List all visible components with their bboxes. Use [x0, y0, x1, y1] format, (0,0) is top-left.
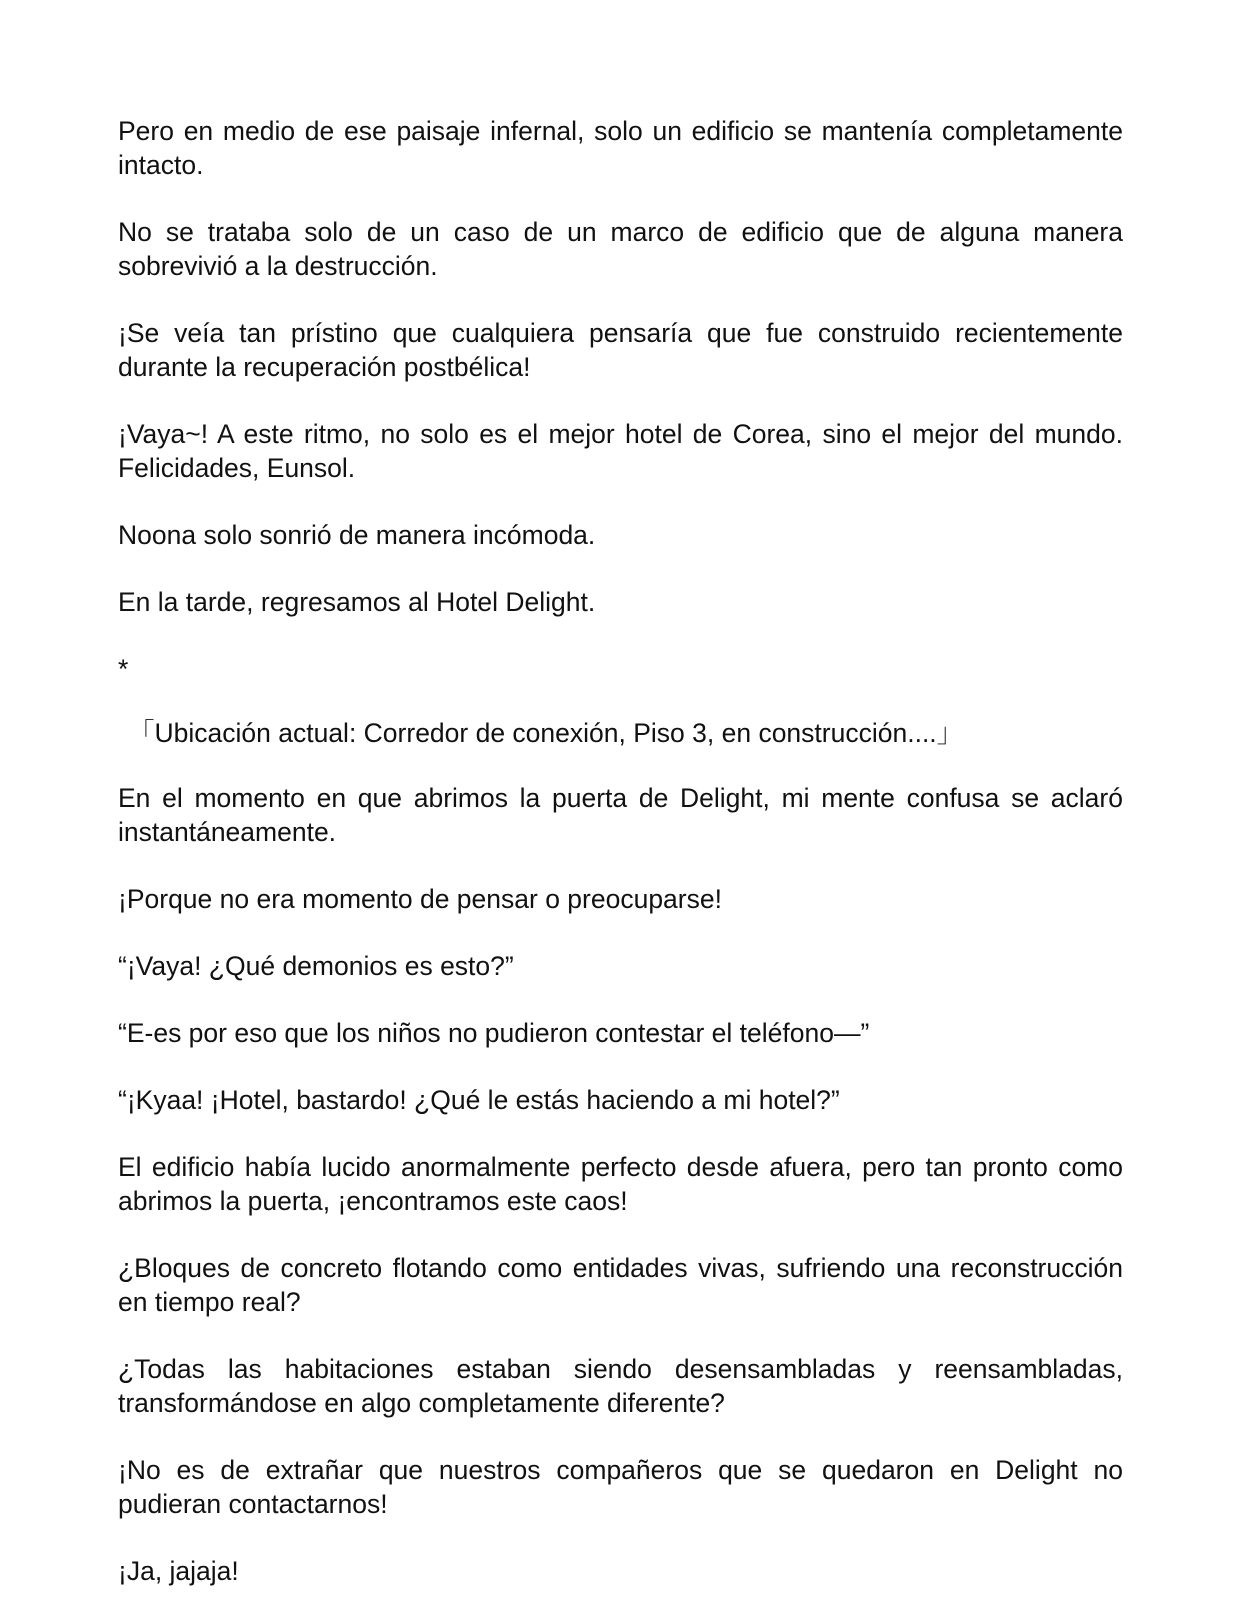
paragraph: ¡Porque no era momento de pensar o preocuparse! — [118, 884, 722, 914]
paragraph: ¿Bloques de concreto flotando como entidades vivas, sufriendo una reconstrucción en tiempo real? — [118, 1253, 1123, 1317]
document-page — [118, 114, 1123, 1621]
dialogue-line: “¡Kyaa! ¡Hotel, bastardo! ¿Qué le estás haciendo a mi hotel?” — [118, 1085, 840, 1115]
paragraph: Pero en medio de ese paisaje infernal, solo un edificio se mantenía completamente intacto. — [118, 116, 1123, 180]
paragraph: En la tarde, regresamos al Hotel Delight. — [118, 587, 596, 617]
paragraph: ¡No es de extrañar que nuestros compañeros que se quedaron en Delight no pudieran contactarnos! — [118, 1455, 1123, 1519]
paragraph: El edificio había lucido anormalmente perfecto desde afuera, pero tan pronto como abrimos la puerta, ¡encontramos este caos! — [118, 1152, 1123, 1216]
location-notice: 「Ubicación actual: Corredor de conexión, Piso 3, en construcción....」 — [128, 718, 964, 748]
paragraph: ¿Todas las habitaciones estaban siendo desensambladas y reensambladas, transformándose en algo completamente diferente? — [118, 1354, 1123, 1418]
paragraph: En el momento en que abrimos la puerta de Delight, mi mente confusa se aclaró instantáneamente. — [118, 783, 1123, 847]
paragraph: ¡Se veía tan prístino que cualquiera pensaría que fue construido recientemente durante la recuperación postbélica! — [118, 318, 1123, 382]
dialogue-line: “E-es por eso que los niños no pudieron contestar el teléfono—” — [118, 1018, 870, 1048]
paragraph: ¡Ja, jajaja! — [118, 1556, 239, 1586]
paragraph: Noona solo sonrió de manera incómoda. — [118, 520, 596, 550]
dialogue-line: “¡Vaya! ¿Qué demonios es esto?” — [118, 951, 514, 981]
paragraph: ¡Vaya~! A este ritmo, no solo es el mejor hotel de Corea, sino el mejor del mundo. Felicidades, Eunsol. — [118, 419, 1123, 483]
scene-separator: * — [118, 654, 129, 684]
paragraph: No se trataba solo de un caso de un marco de edificio que de alguna manera sobrevivió a la destrucción. — [118, 217, 1123, 281]
